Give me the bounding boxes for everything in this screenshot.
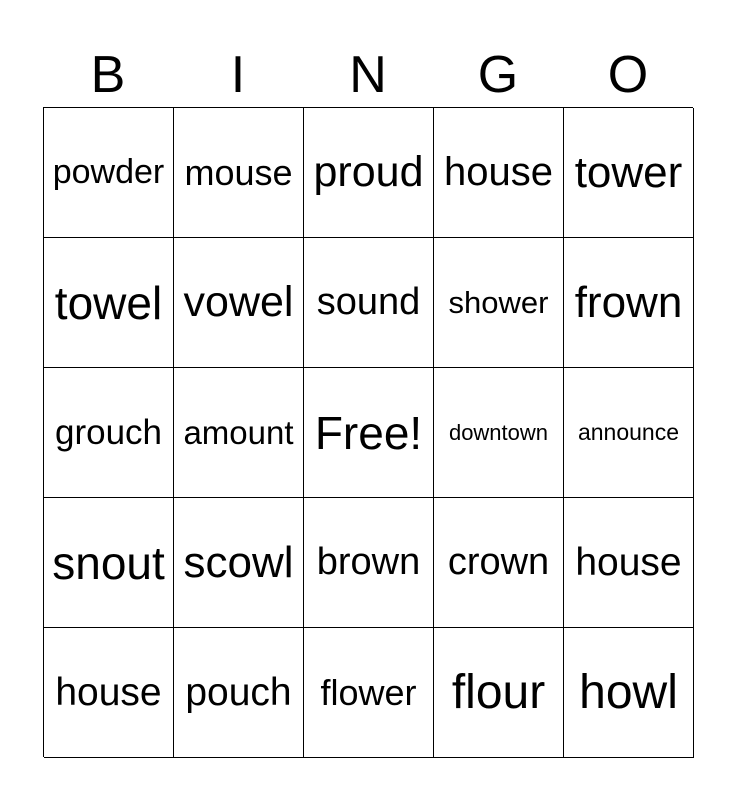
bingo-header <box>43 42 693 108</box>
bingo-cell[interactable]: proud <box>304 108 434 238</box>
header-letter-o: O <box>607 46 649 104</box>
bingo-cell[interactable]: scowl <box>174 498 304 628</box>
bingo-cell[interactable]: sound <box>304 238 434 368</box>
bingo-cell[interactable]: house <box>564 498 694 628</box>
bingo-free-space[interactable]: Free! <box>304 368 434 498</box>
bingo-cell[interactable]: towel <box>44 238 174 368</box>
header-letter-g: G <box>477 46 519 104</box>
bingo-cell[interactable]: house <box>434 108 564 238</box>
bingo-cell[interactable]: announce <box>564 368 694 498</box>
bingo-cell[interactable]: howl <box>564 628 694 758</box>
bingo-cell[interactable]: crown <box>434 498 564 628</box>
bingo-cell[interactable]: flower <box>304 628 434 758</box>
bingo-cell[interactable]: shower <box>434 238 564 368</box>
bingo-cell[interactable]: house <box>44 628 174 758</box>
bingo-cell[interactable]: flour <box>434 628 564 758</box>
bingo-cell[interactable]: mouse <box>174 108 304 238</box>
bingo-cell[interactable]: pouch <box>174 628 304 758</box>
bingo-cell[interactable]: vowel <box>174 238 304 368</box>
bingo-cell[interactable]: brown <box>304 498 434 628</box>
bingo-cell[interactable]: downtown <box>434 368 564 498</box>
bingo-cell[interactable]: grouch <box>44 368 174 498</box>
header-letter-n: N <box>349 46 387 104</box>
bingo-cell[interactable]: frown <box>564 238 694 368</box>
header-letter-i: I <box>230 46 246 104</box>
bingo-cell[interactable]: tower <box>564 108 694 238</box>
bingo-cell[interactable]: snout <box>44 498 174 628</box>
header-letter-b: B <box>90 46 126 104</box>
bingo-cell[interactable]: powder <box>44 108 174 238</box>
bingo-board <box>43 107 693 757</box>
bingo-cell[interactable]: amount <box>174 368 304 498</box>
